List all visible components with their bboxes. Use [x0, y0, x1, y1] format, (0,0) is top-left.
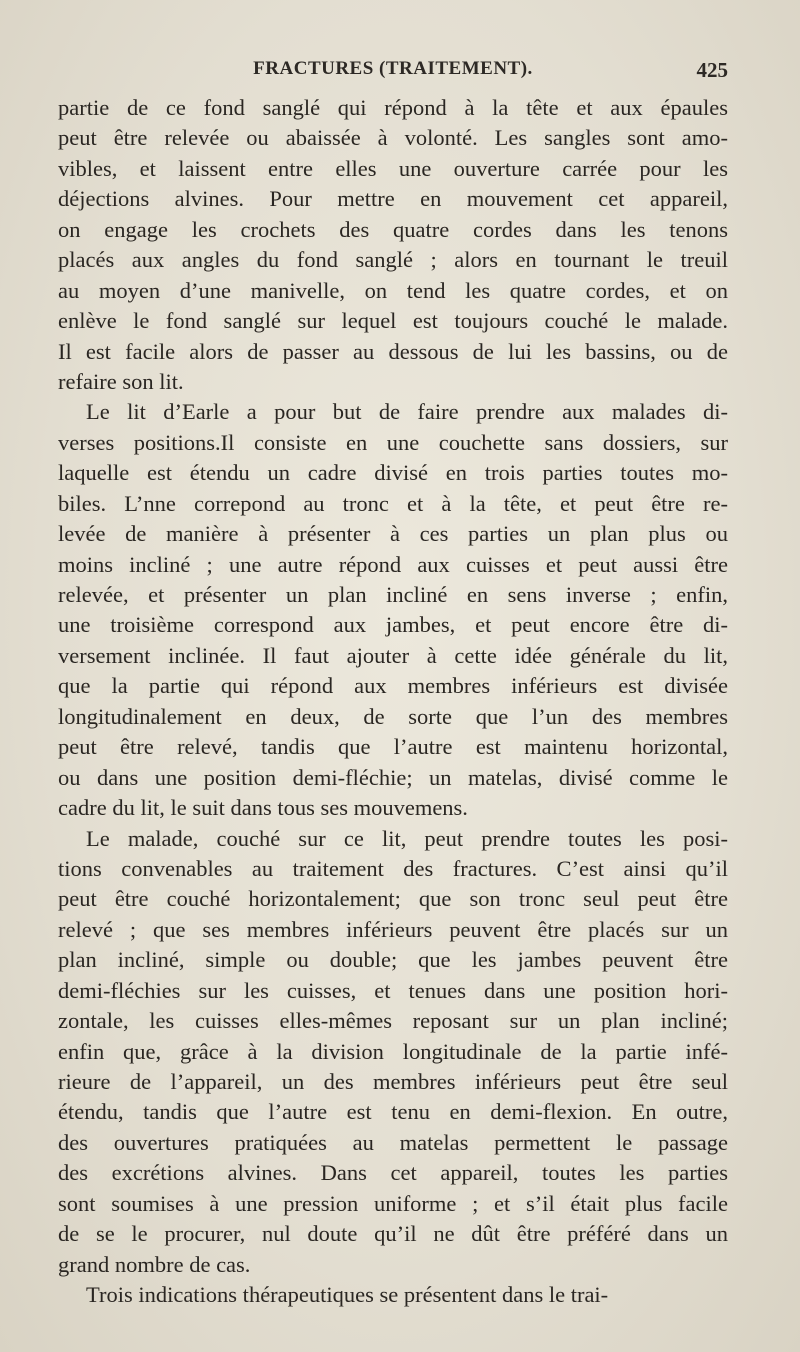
text-line: ou dans une position demi-fléchie; un matelas, divisé comme le [58, 764, 728, 790]
text-line: relevé ; que ses membres inférieurs peuvent être placés sur un [58, 916, 728, 942]
text-line: que la partie qui répond aux membres inférieurs est divisée [58, 673, 728, 699]
text-line: partie de ce fond sanglé qui répond à la tête et aux épaules [58, 95, 728, 120]
text-line: enfin que, grâce à la division longitudinale de la partie infé- [58, 1038, 728, 1064]
text-line: peut être relevée ou abaissée à volonté. Les sangles sont amo- [58, 125, 728, 151]
text-line: refaire son lit. [58, 368, 184, 394]
text-line: Trois indications thérapeutiques se présentent dans le trai- [86, 1282, 609, 1308]
text-line: vibles, et laissent entre elles une ouverture carrée pour les [58, 155, 728, 181]
text-line: plan incliné, simple ou double; que les jambes peuvent être [58, 947, 728, 973]
text-line: cadre du lit, le suit dans tous ses mouvemens. [58, 795, 468, 821]
text-line: versement inclinée. Il faut ajouter à cette idée générale du lit, [58, 642, 728, 668]
text-line: enlève le fond sanglé sur lequel est toujours couché le malade. [58, 308, 728, 334]
text-line: levée de manière à présenter à ces parties un plan plus ou [58, 521, 728, 547]
text-line: moins incliné ; une autre répond aux cuisses et peut aussi être [58, 551, 728, 577]
text-line: on engage les crochets des quatre cordes dans les tenons [58, 216, 728, 242]
text-line: sont soumises à une pression uniforme ; et s’il était plus facile [58, 1190, 728, 1216]
text-line: au moyen d’une manivelle, on tend les quatre cordes, et on [58, 277, 728, 303]
text-line: étendu, tandis que l’autre est tenu en demi-flexion. En outre, [58, 1099, 728, 1125]
text-line: verses positions.Il consiste en une couchette sans dossiers, sur [58, 429, 728, 455]
text-line: de se le procurer, nul doute qu’il ne dût être préféré dans un [58, 1221, 728, 1247]
text-line: Le lit d’Earle a pour but de faire prendre aux malades di- [86, 399, 728, 425]
text-line: zontale, les cuisses elles-mêmes reposant sur un plan incliné; [58, 1008, 728, 1034]
running-head [58, 58, 728, 88]
text-line: peut être couché horizontalement; que son tronc seul peut être [58, 886, 728, 912]
body-text [58, 93, 728, 1311]
text-line: relevée, et présenter un plan incliné en sens inverse ; enfin, [58, 582, 728, 607]
text-line: tions convenables au traitement des fractures. C’est ainsi qu’il [58, 855, 728, 881]
text-line: rieure de l’appareil, un des membres inférieurs peut être seul [58, 1069, 728, 1094]
text-line: déjections alvines. Pour mettre en mouvement cet appareil, [58, 186, 728, 212]
text-line: biles. L’nne correpond au tronc et à la tête, et peut être re- [58, 490, 728, 516]
text-line: peut être relevé, tandis que l’autre est maintenu horizontal, [58, 734, 728, 760]
text-line: des excrétions alvines. Dans cet appareil, toutes les parties [58, 1160, 728, 1186]
text-line: laquelle est étendu un cadre divisé en trois parties toutes mo- [58, 460, 728, 486]
running-title: FRACTURES (TRAITEMENT). [253, 58, 533, 79]
text-line: Le malade, couché sur ce lit, peut prendre toutes les posi- [86, 825, 728, 851]
text-line: longitudinalement en deux, de sorte que l’un des membres [58, 703, 728, 729]
text-line: des ouvertures pratiquées au matelas permettent le passage [58, 1129, 728, 1155]
text-line: grand nombre de cas. [58, 1251, 251, 1277]
page-number: 425 [696, 58, 728, 82]
text-line: une troisième correspond aux jambes, et peut encore être di- [58, 612, 728, 638]
text-line: demi-fléchies sur les cuisses, et tenues dans une position hori- [58, 977, 728, 1003]
text-line: placés aux angles du fond sanglé ; alors en tournant le treuil [58, 247, 728, 273]
text-line: Il est facile alors de passer au dessous de lui les bassins, ou de [58, 338, 728, 364]
